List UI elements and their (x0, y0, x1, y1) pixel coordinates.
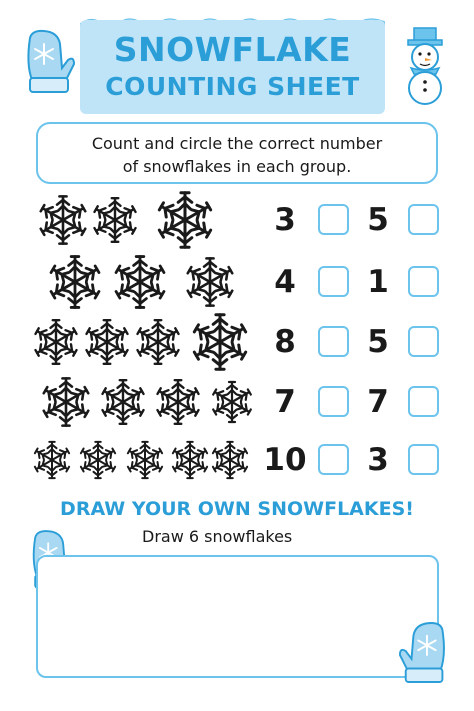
answer-number[interactable]: 7 (367, 384, 389, 420)
snowflake-icon (32, 318, 80, 366)
snowflake-icon (47, 254, 103, 310)
answer-checkbox[interactable] (408, 386, 439, 417)
counting-row (0, 430, 474, 490)
snowflake-icon (155, 190, 215, 250)
snowflake-icon (170, 440, 210, 480)
snowflake-icon (184, 256, 236, 308)
counting-row (0, 190, 474, 250)
title-line-1: SNOWFLAKE (113, 30, 352, 69)
title-line-2: COUNTING SHEET (105, 72, 360, 101)
snowflake-icon (99, 378, 147, 426)
answer-checkbox[interactable] (318, 204, 349, 235)
snowflake-icon (134, 318, 182, 366)
counting-row (0, 312, 474, 372)
answer-checkbox[interactable] (318, 444, 349, 475)
snowflake-icon (210, 380, 254, 424)
answer-number[interactable]: 3 (274, 202, 296, 238)
counting-row (0, 372, 474, 432)
snowflake-icon (112, 254, 168, 310)
snowman-icon (396, 24, 456, 106)
snowflake-icon (154, 378, 202, 426)
answer-checkbox[interactable] (408, 204, 439, 235)
answer-checkbox[interactable] (318, 326, 349, 357)
answer-checkbox[interactable] (408, 444, 439, 475)
instruction-line-2: of snowflakes in each group. (122, 157, 352, 176)
answer-checkbox[interactable] (318, 266, 349, 297)
snowflake-icon (210, 440, 250, 480)
answer-number[interactable]: 10 (263, 442, 307, 478)
snowflake-icon (40, 376, 92, 428)
instruction-line-1: Count and circle the correct number (91, 134, 383, 153)
answer-number[interactable]: 8 (274, 324, 296, 360)
draw-subheading: Draw 6 snowflakes (142, 527, 293, 546)
snowflake-icon (190, 312, 250, 372)
snowflake-icon (91, 196, 139, 244)
answer-number[interactable]: 5 (367, 324, 389, 360)
drawing-area[interactable] (36, 555, 439, 678)
mitten-icon (18, 28, 76, 98)
counting-row (0, 252, 474, 312)
mitten-icon (398, 620, 454, 688)
answer-number[interactable]: 5 (367, 202, 389, 238)
answer-checkbox[interactable] (318, 386, 349, 417)
answer-number[interactable]: 1 (367, 264, 389, 300)
snowflake-icon (78, 440, 118, 480)
snowflake-icon (83, 318, 131, 366)
answer-checkbox[interactable] (408, 326, 439, 357)
snowflake-icon (37, 194, 89, 246)
answer-number[interactable]: 7 (274, 384, 296, 420)
answer-number[interactable]: 3 (367, 442, 389, 478)
snowflake-icon (125, 440, 165, 480)
answer-checkbox[interactable] (408, 266, 439, 297)
title-banner (80, 20, 385, 114)
snowflake-icon (32, 440, 72, 480)
answer-number[interactable]: 4 (274, 264, 296, 300)
instruction-box (36, 122, 438, 184)
draw-heading: DRAW YOUR OWN SNOWFLAKES! (60, 498, 414, 520)
